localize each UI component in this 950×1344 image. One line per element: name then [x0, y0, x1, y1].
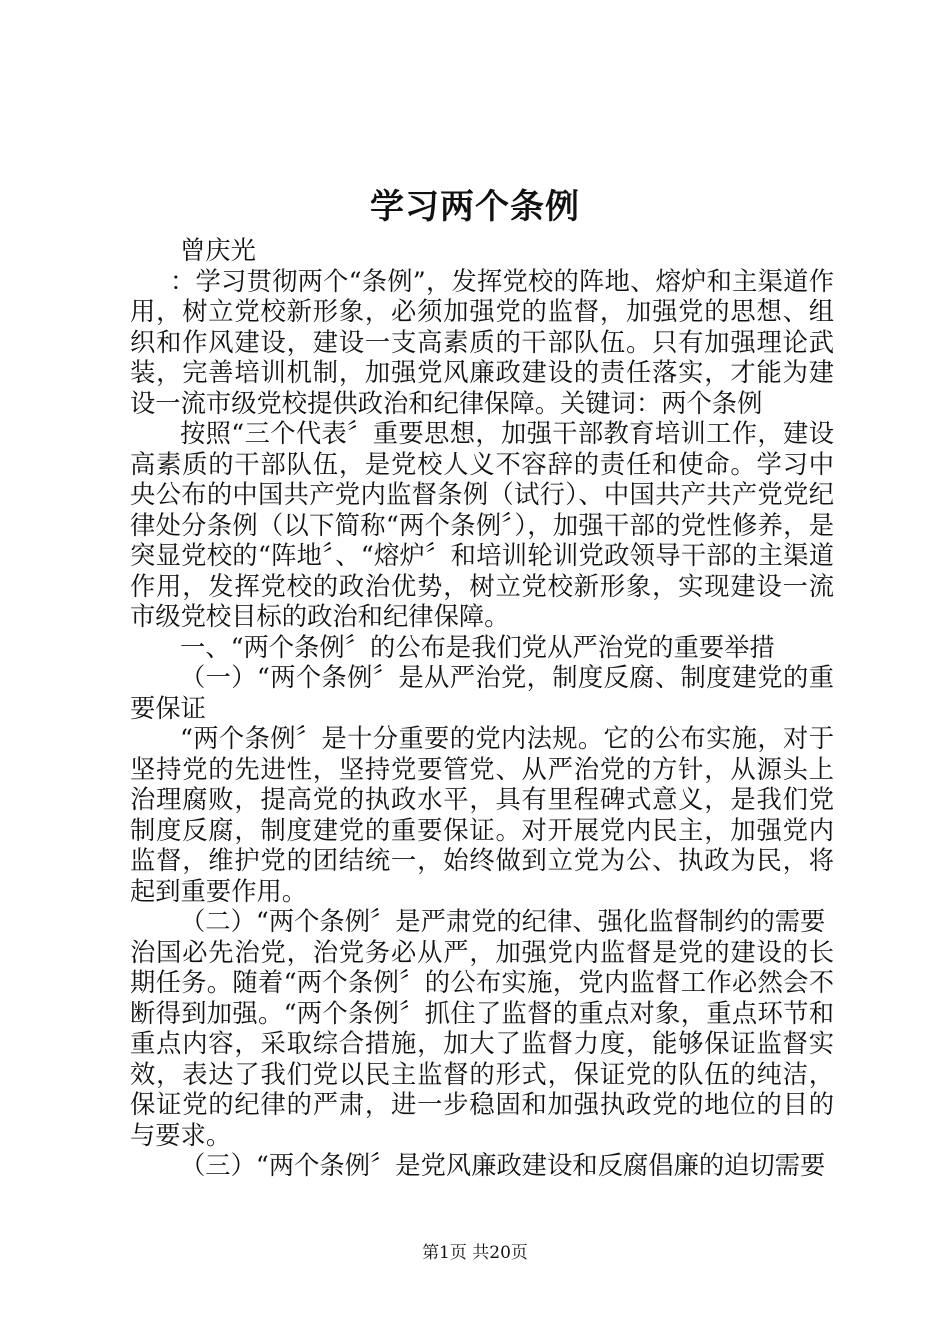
document-body	[130, 236, 834, 1182]
subsection-heading-2: （二）“两个条例〞是严肃党的纪律、强化监督制约的需要	[180, 907, 826, 936]
subsection-heading-3: （三）“两个条例〞是党风廉政建设和反腐倡廉的迫切需要	[180, 1151, 826, 1180]
intro-paragraph: 按照“三个代表〞重要思想，加强干部教育培训工作，建设高素质的干部队伍，是党校人义不容辞的责任和使命。学习中央公布的中国共产党内监督条例（试行）、中国共产共产党党纪律处分条例（以下简称“两个条例〞），加强干部的党性修养，是突显党校的“阵地〞、“熔炉〞和培训轮训党政领导干部的主渠道作用，发挥党校的政治优势，树立党校新形象，实现建设一流市级党校目标的政治和纪律保障。	[130, 419, 834, 631]
body-paragraph: “两个条例〞是十分重要的党内法规。它的公布实施，对于坚持党的先进性，坚持党要管党、从严治党的方针，从源头上治理腐败，提高党的执政水平，具有里程碑式意义，是我们党制度反腐，制度建党的重要保证。对开展党内民主，加强党内监督，维护党的团结统一，始终做到立党为公、执政为民，将起到重要作用。	[130, 724, 834, 906]
subsection-heading-1: （一）“两个条例〞是从严治党，制度反腐、制度建党的重要保证	[130, 663, 834, 723]
document-title: 学习两个条例	[370, 187, 580, 227]
abstract-paragraph: ：学习贯彻两个“条例”，发挥党校的阵地、熔炉和主渠道作用，树立党校新形象，必须加强党的监督，加强党的思想、组织和作风建设，建设一支高素质的干部队伍。只有加强理论武装，完善培训机制，加强党风廉政建设的责任落实，才能为建设一流市级党校提供政治和纪律保障。关键词：两个条例	[130, 266, 834, 418]
author-name: 曾庆光	[180, 236, 256, 265]
page-number-footer: 第1页 共20页	[422, 1243, 528, 1263]
section-heading-1: 一、“两个条例〞的公布是我们党从严治党的重要举措	[180, 632, 775, 662]
body-paragraph: 治国必先治党，治党务必从严，加强党内监督是党的建设的长期任务。随着“两个条例〞的公布实施，党内监督工作必然会不断得到加强。“两个条例〞抓住了监督的重点对象，重点环节和重点内容，采取综合措施，加大了监督力度，能够保证监督实效，表达了我们党以民主监督的形式，保证党的队伍的纯洁，保证党的纪律的严肃，进一步稳固和加强执政党的地位的目的与要求。	[130, 937, 834, 1150]
